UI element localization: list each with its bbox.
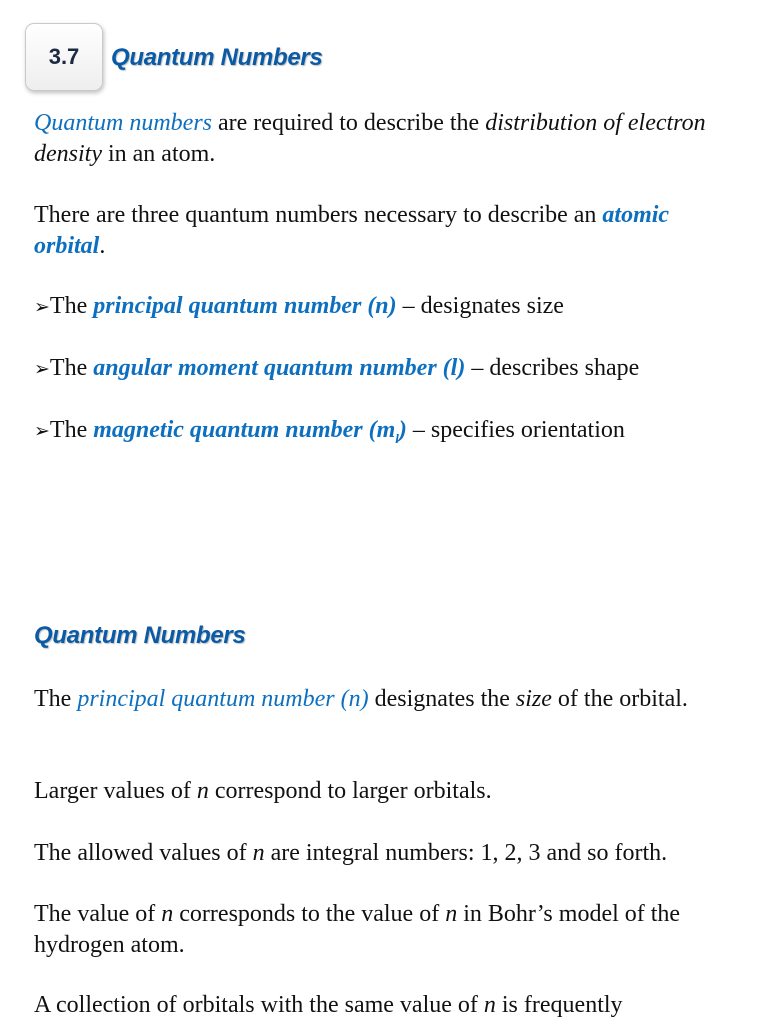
term-principal: principal quantum number (n) [93, 293, 397, 319]
term-magnetic: magnetic quantum number $(m_l)$ [93, 417, 407, 446]
section-number-box [25, 23, 103, 91]
term-principal-number: principal quantum number (n) [77, 686, 369, 712]
allowed-values-paragraph: The allowed values of n are integral numbers: 1, 2, 3 and so forth. [34, 840, 668, 866]
principal-size-paragraph: The principal quantum number (n) designates the size of the orbital. [34, 686, 688, 712]
term-angular: angular moment quantum number (l) [93, 355, 466, 381]
intro-paragraph: Quantum numbers are required to describe the distribution of electron density in an atom. [34, 110, 706, 167]
emphasis-electron-density: distribution of electron density [34, 110, 706, 167]
bullet-angular: ➢The angular moment quantum number (l) – describes shape [34, 355, 640, 381]
collection-paragraph: A collection of orbitals with the same value of n is frequently [34, 992, 623, 1018]
arrow-bullet-icon: ➢ [34, 296, 50, 318]
larger-values-paragraph: Larger values of n correspond to larger orbitals. [34, 778, 492, 804]
page-title: Quantum Numbers [111, 44, 323, 71]
section-number: 3.7 [48, 44, 80, 69]
arrow-bullet-icon: ➢ [34, 420, 50, 442]
bohr-model-paragraph: The value of n corresponds to the value of n in Bohr’s model of the hydrogen atom. [34, 901, 681, 958]
bullet-magnetic: ➢The magnetic quantum number $(m_l)$ – specifies orientation [34, 417, 625, 446]
term-atomic-orbital: atomic orbital [34, 202, 670, 259]
section-heading: Quantum Numbers [34, 622, 246, 649]
three-numbers-paragraph: There are three quantum numbers necessary to describe an atomic orbital. [34, 202, 670, 259]
term-quantum-numbers: Quantum numbers [34, 110, 212, 136]
arrow-bullet-icon: ➢ [34, 358, 50, 380]
bullet-principal: ➢The principal quantum number (n) – designates size [34, 293, 564, 319]
